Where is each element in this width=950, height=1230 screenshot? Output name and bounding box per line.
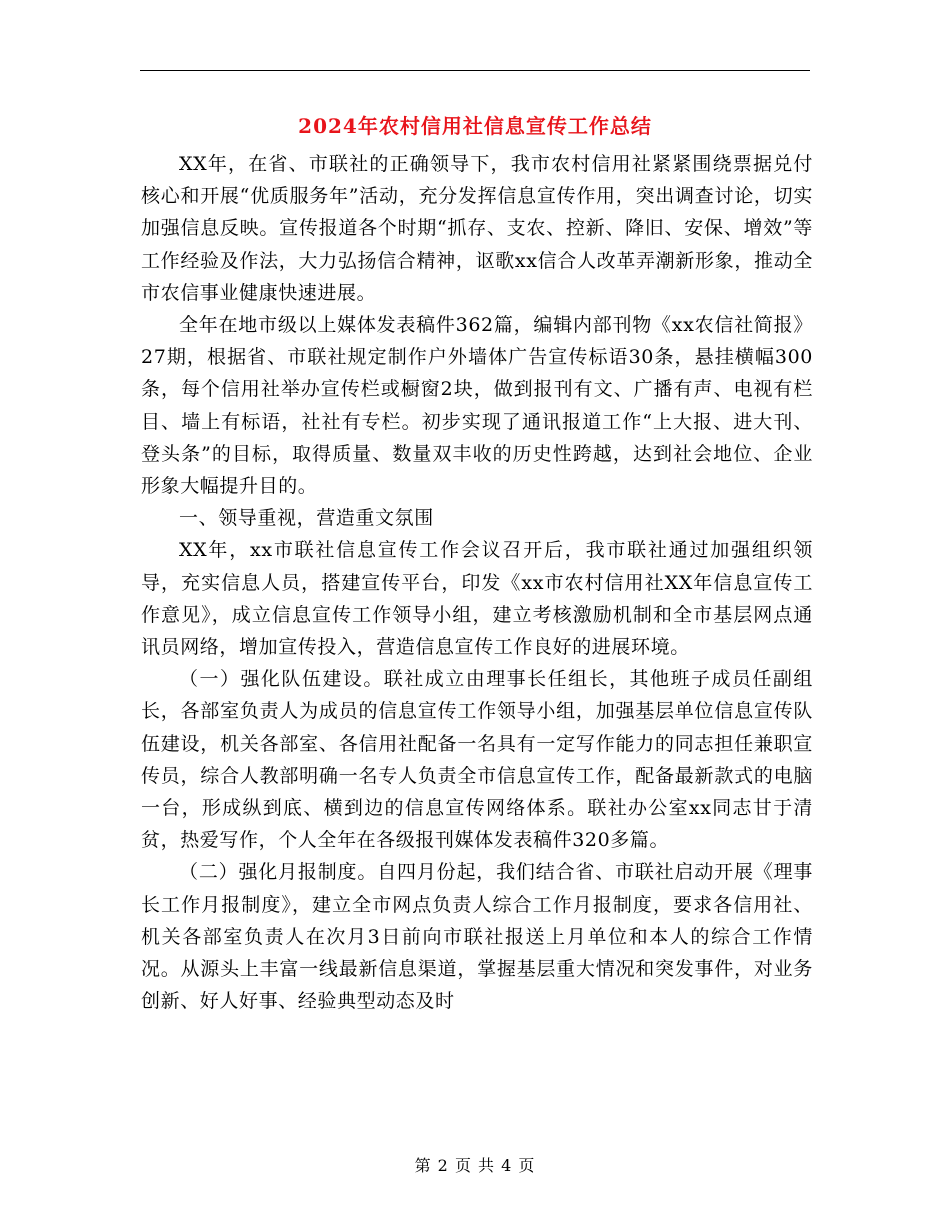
paragraph-monthly-report: （二）强化月报制度。自四月份起，我们结合省、市联社启动开展《理事长工作月报制度》，建立全市网点负责人综合工作月报制度，要求各信用社、机关各部室负责人在次月3日前向市联社报送上月单位和本人的综合工作情况。从源头上丰富一线最新信息渠道，掌握基层重大情况和突发事件，对业务创新、好人好事、经验典型动态及时 bbox=[141, 861, 813, 1013]
paragraph-team-building: （一）强化队伍建设。联社成立由理事长任组长，其他班子成员任副组长，各部室负责人为成员的信息宣传工作领导小组，加强基层单位信息宣传队伍建设，机关各部室、各信用社配备一名具有一定写作能力的同志担任兼职宣传员，综合人教部明确一名专人负责全市信息宣传工作，配备最新款式的电脑一台，形成纵到底、横到边的信息宣传网络体系。联社办公室xx同志甘于清贫，热爱写作，个人全年在各级报刊媒体发表稿件320多篇。 bbox=[141, 668, 813, 852]
header-rule bbox=[140, 70, 810, 71]
document-body bbox=[141, 148, 813, 1017]
paragraph-intro: XX年，在省、市联社的正确领导下，我市农村信用社紧紧围绕票据兑付核心和开展“优质服务年”活动，充分发挥信息宣传作用，突出调查讨论，切实加强信息反映。宣传报道各个时期“抓存、支农、控新、降旧、安保、增效”等工作经验及作法，大力弘扬信合精神，讴歌xx信合人改革弄潮新形象，推动全市农信事业健康快速进展。 bbox=[141, 153, 813, 304]
page-footer: 第 2 页 共 4 页 bbox=[414, 1156, 536, 1175]
paragraph-annual-results: 全年在地市级以上媒体发表稿件362篇，编辑内部刊物《xx农信社简报》27期，根据省、市联社规定制作户外墙体广告宣传标语30条，悬挂横幅300条，每个信用社举办宣传栏或橱窗2块，做到报刊有文、广播有声、电视有栏目、墙上有标语，社社有专栏。初步实现了通讯报道工作“上大报、进大刊、登头条”的目标，取得质量、数量双丰收的历史性跨越，达到社会地位、企业形象大幅提升目的。 bbox=[141, 314, 813, 498]
document-title: 2024年农村信用社信息宣传工作总结 bbox=[298, 114, 652, 138]
section-heading-leadership: 一、领导重视，营造重文氛围 bbox=[179, 507, 434, 530]
paragraph-leadership: XX年，xx市联社信息宣传工作会议召开后，我市联社通过加强组织领导，充实信息人员，搭建宣传平台，印发《xx市农村信用社XX年信息宣传工作意见》，成立信息宣传工作领导小组，建立考核激励机制和全市基层网点通讯员网络，增加宣传投入，营造信息宣传工作良好的进展环境。 bbox=[141, 539, 813, 659]
